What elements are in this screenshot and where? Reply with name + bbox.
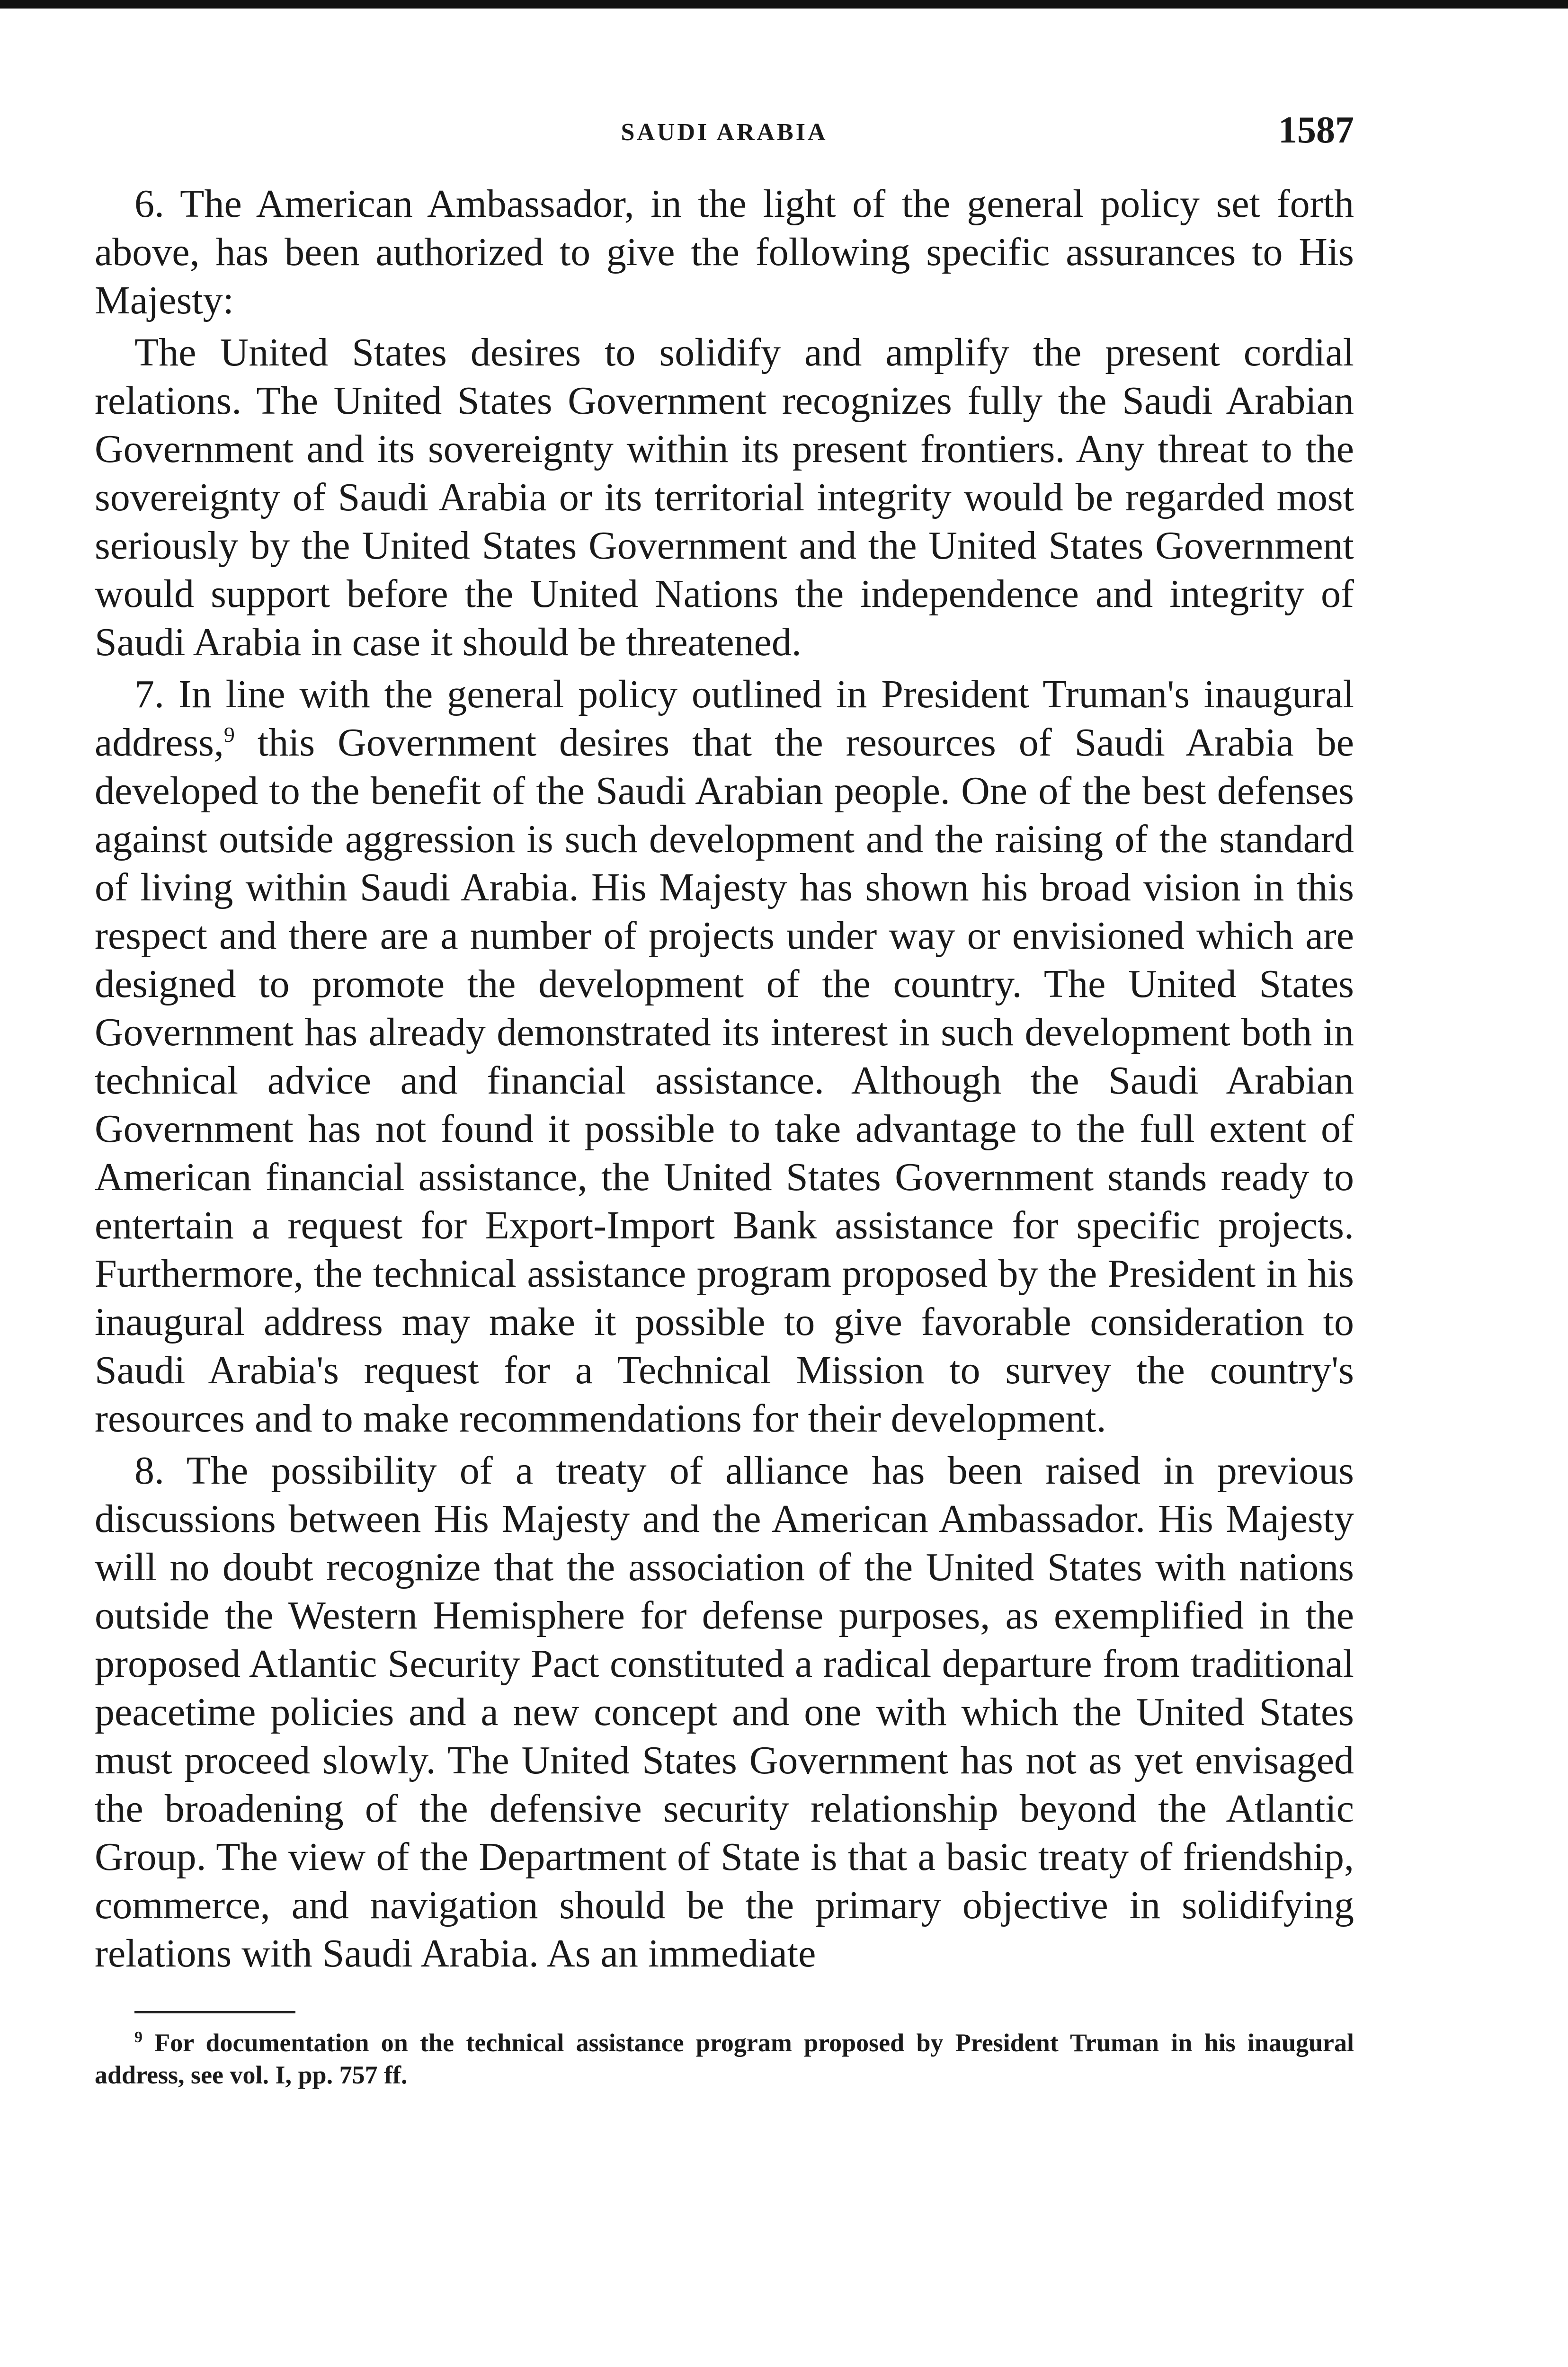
paragraph-6: 6. The American Ambassador, in the light of the general policy set forth above, has been authorized to give the following specific assurances to His Majesty: [95,182,1354,322]
document-page [95,109,1354,2091]
paragraph-7-text-after: this Government desires that the resources of Saudi Arabia be developed to the benefit of the Saudi Arabian people. One of the best defenses against outside aggression is such development and the raising of the standard of living within Saudi Arabia. His Majesty has shown his broad vision in this respect and there are a number of projects under way or envisioned which are designed to promote the development of the country. The United States Government has already demonstrated its interest in such development both in technical advice and financial assistance. Although the Saudi Arabian Government has not found it possible to take advantage to the full extent of American financial assistance, the United States Government stands ready to entertain a request for Export-Import Bank assistance for specific projects. Furthermore, the technical assistance program proposed by the President in his inaugural address may make it possible to give favorable consideration to Saudi Arabia's request for a Technical Mission to survey the country's resources and to make recommendations for their development. [95,721,1354,1441]
paragraph-assurances: The United States desires to solidify and amplify the present cordial relations. The United States Government recognizes fully the Saudi Arabian Government and its sovereignty within its present frontiers. Any threat to the sovereignty of Saudi Arabia or its territorial integrity would be regarded most seriously by the United States Government and the United States Government would support before the United Nations the independence and integrity of Saudi Arabia in case it should be threatened. [95,330,1354,664]
paragraph-7-text-before: 7. In line with the general policy outlined in President Truman's inaugural address, [95,672,1354,765]
footnote [95,2027,1354,2091]
body-text [95,180,1354,1978]
running-head [95,109,1354,166]
footnote-divider [134,2011,295,2013]
footnote-text: For documentation on the technical assistance program proposed by President Truman in his inaugural address, see vol. I, pp. 757 ff. [95,2029,1354,2089]
paragraph-8: 8. The possibility of a treaty of alliance has been raised in previous discussions between His Majesty and the American Ambassador. His Majesty will no doubt recognize that the association of the United States with nations outside the Western Hemisphere for defense purposes, as exemplified in the proposed Atlantic Security Pact constituted a radical departure from traditional peacetime policies and a new concept and one with which the United States must proceed slowly. The United States Government has not as yet envisaged the broadening of the defensive security relationship beyond the Atlantic Group. The view of the Department of State is that a basic treaty of friendship, commerce, and navigation should be the primary objective in solidifying relations with Saudi Arabia. As an immediate [95,1449,1354,1975]
page-top-border [0,0,1568,9]
page-number: 1587 [1278,109,1354,151]
running-head-title: SAUDI ARABIA [621,119,828,146]
paragraph-7 [95,670,1354,1443]
footnote-marker: 9 [134,2029,143,2046]
footnote-reference: 9 [223,722,235,747]
